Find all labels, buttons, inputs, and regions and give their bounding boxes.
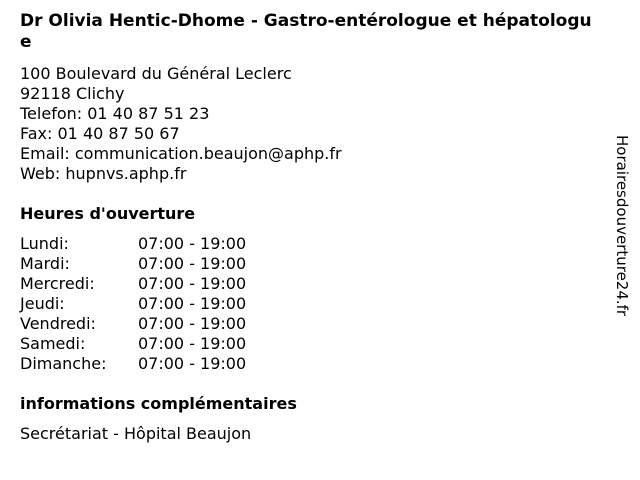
hours-row	[20, 354, 246, 374]
day-label: Lundi:	[20, 234, 69, 253]
contact-block	[20, 64, 342, 184]
phone-number[interactable]: 01 40 87 51 23	[87, 104, 210, 123]
email-line	[20, 144, 342, 164]
fax-line	[20, 124, 342, 144]
hours-row	[20, 254, 246, 274]
day-label: Vendredi:	[20, 314, 96, 333]
city-line: 92118 Clichy	[20, 84, 125, 103]
phone-line	[20, 104, 342, 124]
additional-info-heading: informations complémentaires	[20, 394, 297, 413]
email-link[interactable]: communication.beaujon@aphp.fr	[74, 144, 342, 163]
day-label: Dimanche:	[20, 354, 107, 373]
site-watermark	[612, 135, 632, 375]
day-label: Mercredi:	[20, 274, 95, 293]
day-hours: 07:00 - 19:00	[138, 354, 247, 373]
opening-hours-table	[20, 234, 246, 374]
day-hours: 07:00 - 19:00	[138, 274, 247, 293]
fax-label: Fax:	[20, 124, 53, 143]
page-title: Dr Olivia Hentic-Dhome - Gastro-entérologue et hépatologue	[20, 11, 592, 52]
phone-label: Telefon:	[20, 104, 83, 123]
day-label: Mardi:	[20, 254, 70, 273]
web-link[interactable]: hupnvs.aphp.fr	[65, 164, 187, 183]
site-watermark-text: Horairesdouverture24.fr	[613, 135, 631, 317]
fax-number: 01 40 87 50 67	[57, 124, 180, 143]
street-address: 100 Boulevard du Général Leclerc	[20, 64, 292, 83]
day-hours: 07:00 - 19:00	[138, 314, 247, 333]
hours-row	[20, 294, 246, 314]
web-label: Web:	[20, 164, 61, 183]
hours-row	[20, 314, 246, 334]
day-hours: 07:00 - 19:00	[138, 234, 247, 253]
additional-info-text: Secrétariat - Hôpital Beaujon	[20, 424, 252, 443]
day-hours: 07:00 - 19:00	[138, 294, 247, 313]
web-line	[20, 164, 342, 184]
day-label: Samedi:	[20, 334, 86, 353]
day-hours: 07:00 - 19:00	[138, 254, 247, 273]
email-label: Email:	[20, 144, 70, 163]
day-label: Jeudi:	[20, 294, 65, 313]
hours-row	[20, 334, 246, 354]
hours-row	[20, 274, 246, 294]
hours-row	[20, 234, 246, 254]
opening-hours-heading: Heures d'ouverture	[20, 204, 196, 223]
day-hours: 07:00 - 19:00	[138, 334, 247, 353]
